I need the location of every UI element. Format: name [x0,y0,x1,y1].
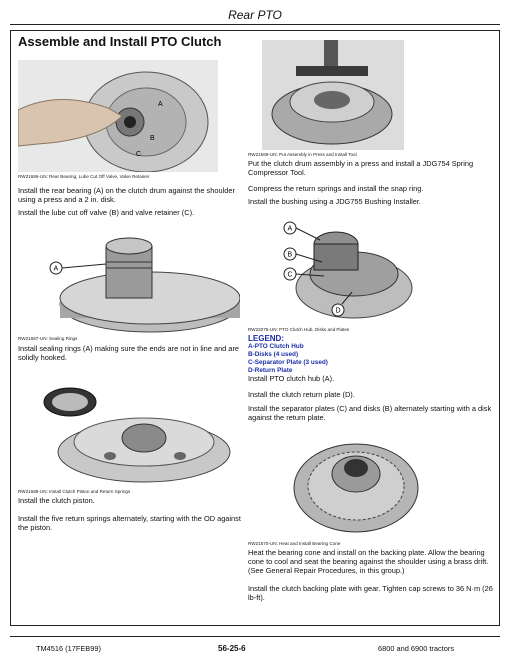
svg-text:B: B [287,251,293,259]
photo-clutch-hub [262,214,414,324]
instruction-text: Install sealing rings (A) making sure the ends are not in line and are solidly hooked. [18,344,240,362]
running-header: Rear PTO [228,8,282,22]
instruction-text: Install the clutch piston. [18,496,95,505]
legend-heading: LEGEND: [248,334,284,343]
photo-sealing-rings [40,228,240,334]
instruction-text: Install the clutch backing plate with gear. Tighten cap screws to 36 N·m (26 lb-ft). [248,584,493,602]
svg-text:C: C [287,271,293,279]
legend-item: D-Return Plate [248,367,293,374]
footer-page-number: 56-25-6 [218,644,246,653]
instruction-text: Install the lube cut off valve (B) and valve retainer (C). [18,208,195,217]
instruction-text: Compress the return springs and install the snap ring. [248,184,424,193]
svg-text:A: A [158,101,163,108]
figure-caption: RW21688-UN: Install Clutch Piston and Return Springs [18,489,131,494]
figure-caption: RW21569-UN: Put Assembly in Press and Install Tool [248,152,357,157]
photo-clutch-piston [40,382,240,486]
svg-text:A: A [53,265,59,273]
figure-caption: RW21687-UN: Sealing Rings [18,336,78,341]
instruction-text: Install the bushing using a JDG755 Bushing Installer. [248,197,421,206]
header-rule [10,24,500,25]
photo-press-assembly [262,40,404,150]
svg-text:A: A [287,225,293,233]
legend-item: C-Separator Plate (3 used) [248,359,328,366]
instruction-text: Install the separator plates (C) and disks (B) alternately starting with a disk against the return plate. [248,404,492,422]
svg-text:D: D [335,307,341,315]
photo-rear-bearing [18,60,218,172]
instruction-text: Install the five return springs alternately, starting with the OD against the piston. [18,514,241,532]
footer-doc-id: TM4516 (17FEB99) [36,644,101,653]
instruction-text: Install PTO clutch hub (A). [248,374,335,383]
figure-caption: RW22075-UN: PTO Clutch Hub, Disks and Plates [248,327,350,332]
figure-caption: RW21686-UN: Rear Bearing, Lube Cut Off Valve, Valve Retainer [18,174,150,179]
figure-caption: RW21570-UN: Heat and Install Bearing Cone [248,541,341,546]
instruction-text: Heat the bearing cone and install on the backing plate. Allow the bearing cone to cool and seat the bearing against the shoulder using a brass drift. (See General Repair Procedures, in this group.) [248,548,489,575]
svg-text:C: C [136,151,142,158]
legend-item: A-PTO Clutch Hub [248,343,304,350]
footer-rule [10,636,500,637]
svg-text:B: B [150,135,155,142]
instruction-text: Install the rear bearing (A) on the clutch drum against the shoulder using a press and a 2 in. disk. [18,186,235,204]
legend-item: B-Disks (4 used) [248,351,299,358]
photo-bearing-cone [286,428,426,538]
instruction-text: Install the clutch return plate (D). [248,390,355,399]
page-title: Assemble and Install PTO Clutch [18,34,222,49]
footer-model: 6800 and 6900 tractors [378,644,455,653]
instruction-text: Put the clutch drum assembly in a press and install a JDG754 Spring Compressor Tool. [248,159,474,177]
